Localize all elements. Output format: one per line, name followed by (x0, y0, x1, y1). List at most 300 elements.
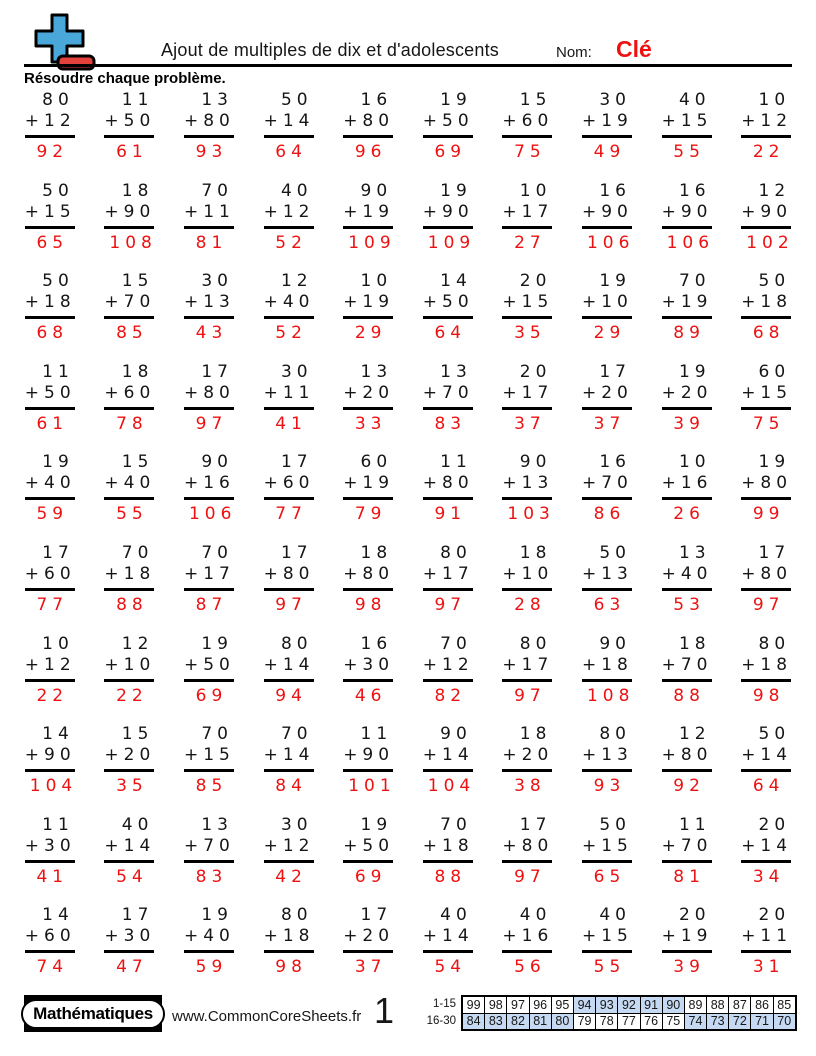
addend-bottom: +18 (741, 654, 793, 675)
answer-line (662, 135, 712, 138)
problem-36 (408, 362, 488, 453)
addend-top: 10 (360, 271, 393, 292)
problem-87 (488, 815, 568, 906)
answer: 91 (434, 504, 467, 525)
addend-top: 19 (360, 814, 393, 835)
addend-bottom: +40 (661, 563, 713, 584)
answer-line (582, 679, 632, 682)
problem-20 (726, 181, 806, 272)
score-cell: 77 (618, 1013, 640, 1030)
problem-81 (10, 815, 90, 906)
answer: 22 (116, 685, 148, 706)
answer: 106 (188, 504, 237, 525)
answer: 59 (36, 504, 69, 525)
addend-top: 12 (121, 633, 154, 654)
addend-bottom: +90 (24, 745, 76, 766)
score-cell: 72 (729, 1013, 751, 1030)
addend-top: 80 (758, 633, 791, 654)
problem-66 (408, 634, 488, 725)
problem-89 (647, 815, 727, 906)
score-cell: 79 (573, 1013, 595, 1030)
addend-top: 30 (280, 361, 313, 382)
addend-bottom: +14 (422, 745, 474, 766)
addend-bottom: +17 (502, 382, 554, 403)
addend-top: 70 (201, 724, 233, 745)
answer-line (741, 226, 791, 229)
score-cell: 83 (485, 1013, 507, 1030)
answer: 53 (673, 594, 705, 615)
score-cell: 84 (462, 1013, 485, 1030)
answer-line (502, 679, 552, 682)
score-table (461, 995, 797, 1031)
answer: 109 (348, 232, 396, 253)
score-cell: 98 (485, 996, 507, 1013)
addend-bottom: +90 (581, 201, 633, 222)
minus-icon (58, 56, 94, 69)
addend-bottom: +12 (263, 835, 315, 856)
addend-top: 17 (599, 361, 631, 382)
addend-bottom: +15 (183, 745, 235, 766)
brand-name: Mathématiques (21, 999, 165, 1029)
problem-32 (90, 362, 170, 453)
addend-top: 70 (678, 271, 711, 292)
addend-top: 80 (519, 633, 552, 654)
answer: 41 (36, 866, 69, 887)
answer-line (184, 135, 234, 138)
addend-bottom: +40 (263, 292, 315, 313)
problem-96 (408, 905, 488, 996)
answer: 42 (275, 866, 307, 887)
answer-line (343, 226, 393, 229)
answer-line (343, 135, 393, 138)
answer-line (264, 860, 314, 863)
answer: 34 (752, 866, 785, 887)
addend-bottom: +14 (263, 745, 315, 766)
answer: 29 (593, 323, 626, 344)
addend-bottom: +19 (581, 111, 633, 131)
answer: 69 (434, 142, 467, 162)
problem-56 (408, 543, 488, 634)
answer-line (264, 316, 314, 319)
problem-94 (249, 905, 329, 996)
addend-top: 80 (42, 90, 74, 110)
addend-top: 30 (599, 90, 631, 110)
addend-top: 12 (758, 180, 791, 201)
problem-17 (488, 181, 568, 272)
addend-bottom: +70 (581, 473, 633, 494)
score-cell: 87 (729, 996, 751, 1013)
addend-bottom: +18 (581, 654, 633, 675)
problem-14 (249, 181, 329, 272)
addend-bottom: +50 (183, 654, 235, 675)
addend-top: 12 (280, 271, 313, 292)
answer: 106 (666, 232, 715, 253)
addend-top: 11 (440, 452, 472, 473)
addend-bottom: +13 (581, 563, 633, 584)
addend-top: 40 (121, 814, 154, 835)
addend-top: 70 (201, 180, 233, 201)
score-row-1 (462, 996, 796, 1013)
answer-line (264, 950, 314, 953)
answer-line (662, 769, 712, 772)
answer: 33 (354, 413, 387, 434)
score-cell: 90 (662, 996, 684, 1013)
answer-line (582, 769, 632, 772)
score-row-2 (462, 1013, 796, 1030)
problem-22 (90, 271, 170, 362)
answer-line (184, 860, 234, 863)
answer: 61 (116, 142, 148, 162)
answer-line (502, 769, 552, 772)
addend-bottom: +12 (24, 111, 76, 131)
addend-top: 70 (201, 542, 233, 563)
addend-top: 50 (758, 724, 791, 745)
addend-bottom: +14 (741, 745, 793, 766)
addend-bottom: +12 (263, 201, 315, 222)
addend-top: 18 (519, 542, 552, 563)
score-cell: 74 (684, 1013, 706, 1030)
problem-69 (647, 634, 727, 725)
addend-bottom: +50 (104, 111, 156, 131)
answer: 97 (514, 685, 546, 706)
score-cell: 78 (596, 1013, 618, 1030)
answer: 35 (514, 323, 546, 344)
addend-bottom: +40 (24, 473, 76, 494)
addend-top: 80 (440, 542, 472, 563)
problem-45 (328, 452, 408, 543)
answer: 104 (29, 776, 78, 797)
problem-88 (567, 815, 647, 906)
answer-line (582, 860, 632, 863)
problem-35 (328, 362, 408, 453)
problem-48 (567, 452, 647, 543)
addend-top: 16 (360, 633, 393, 654)
answer: 75 (752, 413, 785, 434)
answer-line (104, 769, 154, 772)
answer: 64 (752, 776, 785, 797)
problem-37 (488, 362, 568, 453)
answer-line (25, 679, 75, 682)
addend-top: 18 (121, 180, 154, 201)
answer-line (25, 769, 75, 772)
score-cell: 99 (462, 996, 485, 1013)
answer: 104 (427, 776, 476, 797)
problem-80 (726, 724, 806, 815)
problem-100 (726, 905, 806, 996)
answer-line (502, 497, 552, 500)
addend-top: 15 (121, 271, 154, 292)
answer-line (423, 407, 473, 410)
addend-top: 20 (758, 814, 791, 835)
addend-bottom: +90 (422, 201, 474, 222)
answer-line (502, 135, 552, 138)
answer: 108 (109, 232, 157, 253)
answer-line (25, 860, 75, 863)
addend-bottom: +20 (343, 926, 395, 947)
addend-bottom: +15 (24, 201, 76, 222)
answer-line (502, 407, 552, 410)
answer: 78 (116, 413, 148, 434)
answer-line (264, 407, 314, 410)
brand-badge (24, 995, 162, 1032)
addend-top: 16 (360, 90, 393, 110)
answer: 92 (36, 142, 69, 162)
answer: 86 (593, 504, 626, 525)
answer-line (423, 588, 473, 591)
answer: 84 (275, 776, 307, 797)
answer-key-name: Clé (616, 36, 652, 62)
addend-bottom: +70 (422, 382, 474, 403)
addend-top: 20 (519, 271, 552, 292)
addend-bottom: +19 (343, 201, 395, 222)
answer-line (343, 769, 393, 772)
answer-line (423, 226, 473, 229)
addend-top: 18 (678, 633, 711, 654)
answer: 55 (673, 142, 705, 162)
addend-top: 16 (678, 180, 711, 201)
answer: 82 (434, 685, 467, 706)
page-number: 1 (374, 990, 395, 1031)
addend-bottom: +17 (502, 654, 554, 675)
addend-bottom: +19 (343, 292, 395, 313)
addend-top: 90 (440, 724, 472, 745)
answer-line (662, 679, 712, 682)
addend-top: 18 (519, 724, 552, 745)
problem-38 (567, 362, 647, 453)
addend-bottom: +90 (741, 201, 793, 222)
problem-86 (408, 815, 488, 906)
addend-bottom: +11 (741, 926, 793, 947)
addend-bottom: +16 (661, 473, 713, 494)
addend-top: 13 (440, 361, 472, 382)
answer: 98 (752, 685, 785, 706)
score-cell: 91 (640, 996, 662, 1013)
worksheet-title: Ajout de multiples de dix et d'adolescents (160, 40, 500, 60)
score-cell: 92 (618, 996, 640, 1013)
score-cell: 81 (529, 1013, 551, 1030)
addend-bottom: +80 (661, 745, 713, 766)
addend-top: 17 (121, 905, 154, 926)
problem-52 (90, 543, 170, 634)
answer-line (662, 950, 712, 953)
answer-line (423, 679, 473, 682)
answer-line (104, 407, 154, 410)
addend-bottom: +60 (502, 111, 554, 131)
addend-top: 50 (758, 271, 791, 292)
answer: 64 (434, 323, 467, 344)
answer: 98 (275, 957, 307, 978)
problem-27 (488, 271, 568, 362)
answer: 99 (752, 504, 785, 525)
answer: 37 (354, 957, 387, 978)
answer-line (343, 316, 393, 319)
addend-top: 70 (280, 724, 313, 745)
answer: 26 (673, 504, 705, 525)
addend-bottom: +80 (741, 563, 793, 584)
addend-bottom: +11 (183, 201, 235, 222)
answer: 87 (195, 594, 228, 615)
addend-top: 60 (360, 452, 393, 473)
problem-31 (10, 362, 90, 453)
addend-bottom: +20 (661, 382, 713, 403)
answer: 93 (593, 776, 626, 797)
answer-line (104, 679, 154, 682)
addend-top: 19 (201, 633, 233, 654)
addend-top: 90 (201, 452, 233, 473)
addend-bottom: +70 (183, 835, 235, 856)
problem-6 (408, 90, 488, 181)
answer-line (184, 407, 234, 410)
problem-43 (169, 452, 249, 543)
addend-bottom: +40 (183, 926, 235, 947)
answer-line (184, 226, 234, 229)
problem-1 (10, 90, 90, 181)
answer: 74 (36, 957, 69, 978)
answer: 54 (434, 957, 467, 978)
answer-line (741, 497, 791, 500)
addend-top: 18 (360, 542, 393, 563)
addend-top: 50 (280, 90, 313, 110)
addend-bottom: +10 (502, 563, 554, 584)
addend-bottom: +11 (263, 382, 315, 403)
problem-3 (169, 90, 249, 181)
addend-top: 19 (678, 361, 711, 382)
answer-line (25, 135, 75, 138)
problem-84 (249, 815, 329, 906)
answer: 43 (195, 323, 228, 344)
addend-bottom: +60 (104, 382, 156, 403)
problem-44 (249, 452, 329, 543)
answer: 102 (746, 232, 794, 253)
answer-line (343, 860, 393, 863)
addend-top: 11 (121, 90, 154, 110)
problem-73 (169, 724, 249, 815)
addend-top: 16 (599, 452, 631, 473)
answer-line (264, 135, 314, 138)
answer-line (741, 679, 791, 682)
addend-bottom: +20 (502, 745, 554, 766)
answer: 54 (116, 866, 148, 887)
problem-23 (169, 271, 249, 362)
addend-top: 50 (42, 180, 74, 201)
addend-top: 20 (758, 905, 791, 926)
answer: 97 (752, 594, 785, 615)
problem-13 (169, 181, 249, 272)
addend-top: 19 (599, 271, 631, 292)
problem-46 (408, 452, 488, 543)
addend-top: 50 (599, 542, 631, 563)
score-cell: 75 (662, 1013, 684, 1030)
problem-42 (90, 452, 170, 543)
problem-12 (90, 181, 170, 272)
answer-line (582, 950, 632, 953)
answer-line (264, 769, 314, 772)
answer: 103 (507, 504, 555, 525)
problem-58 (567, 543, 647, 634)
addend-bottom: +17 (183, 563, 235, 584)
addend-bottom: +50 (422, 292, 474, 313)
problem-60 (726, 543, 806, 634)
addend-top: 19 (440, 90, 472, 110)
answer-line (104, 497, 154, 500)
answer-line (264, 588, 314, 591)
score-cell: 85 (773, 996, 796, 1013)
answer-line (662, 407, 712, 410)
addend-bottom: +17 (422, 563, 474, 584)
answer: 39 (673, 413, 705, 434)
problem-16 (408, 181, 488, 272)
answer-line (582, 226, 632, 229)
answer: 39 (673, 957, 705, 978)
problem-33 (169, 362, 249, 453)
problems-grid (10, 90, 806, 996)
score-cell: 89 (684, 996, 706, 1013)
addend-top: 20 (678, 905, 711, 926)
answer-line (264, 497, 314, 500)
problem-77 (488, 724, 568, 815)
answer: 85 (116, 323, 148, 344)
addend-bottom: +18 (263, 926, 315, 947)
addend-top: 15 (121, 724, 154, 745)
answer: 56 (514, 957, 546, 978)
addend-top: 17 (42, 542, 74, 563)
answer: 37 (514, 413, 546, 434)
problem-72 (90, 724, 170, 815)
addend-bottom: +40 (104, 473, 156, 494)
answer: 41 (275, 413, 307, 434)
problem-82 (90, 815, 170, 906)
answer-line (184, 316, 234, 319)
addend-bottom: +14 (263, 654, 315, 675)
addend-top: 60 (758, 361, 791, 382)
problem-76 (408, 724, 488, 815)
addend-bottom: +80 (422, 473, 474, 494)
addend-top: 20 (519, 361, 552, 382)
addend-top: 11 (360, 724, 393, 745)
answer-line (582, 588, 632, 591)
problem-62 (90, 634, 170, 725)
addend-bottom: +80 (343, 563, 395, 584)
answer-line (582, 135, 632, 138)
score-cell: 70 (773, 1013, 796, 1030)
answer-line (582, 497, 632, 500)
problem-25 (328, 271, 408, 362)
addend-bottom: +15 (502, 292, 554, 313)
addend-bottom: +15 (581, 835, 633, 856)
addend-top: 50 (599, 814, 631, 835)
problem-18 (567, 181, 647, 272)
answer-line (184, 588, 234, 591)
answer: 65 (36, 232, 69, 253)
addend-top: 14 (440, 271, 472, 292)
problem-26 (408, 271, 488, 362)
problem-30 (726, 271, 806, 362)
answer: 49 (593, 142, 626, 162)
answer-line (104, 135, 154, 138)
answer: 81 (195, 232, 228, 253)
problem-92 (90, 905, 170, 996)
problem-90 (726, 815, 806, 906)
answer: 65 (593, 866, 626, 887)
answer: 85 (195, 776, 228, 797)
answer-line (343, 950, 393, 953)
addend-bottom: +90 (104, 201, 156, 222)
problem-40 (726, 362, 806, 453)
answer: 68 (36, 323, 69, 344)
answer: 93 (195, 142, 228, 162)
score-label-1-15: 1-15 (432, 998, 456, 1010)
answer-line (25, 588, 75, 591)
